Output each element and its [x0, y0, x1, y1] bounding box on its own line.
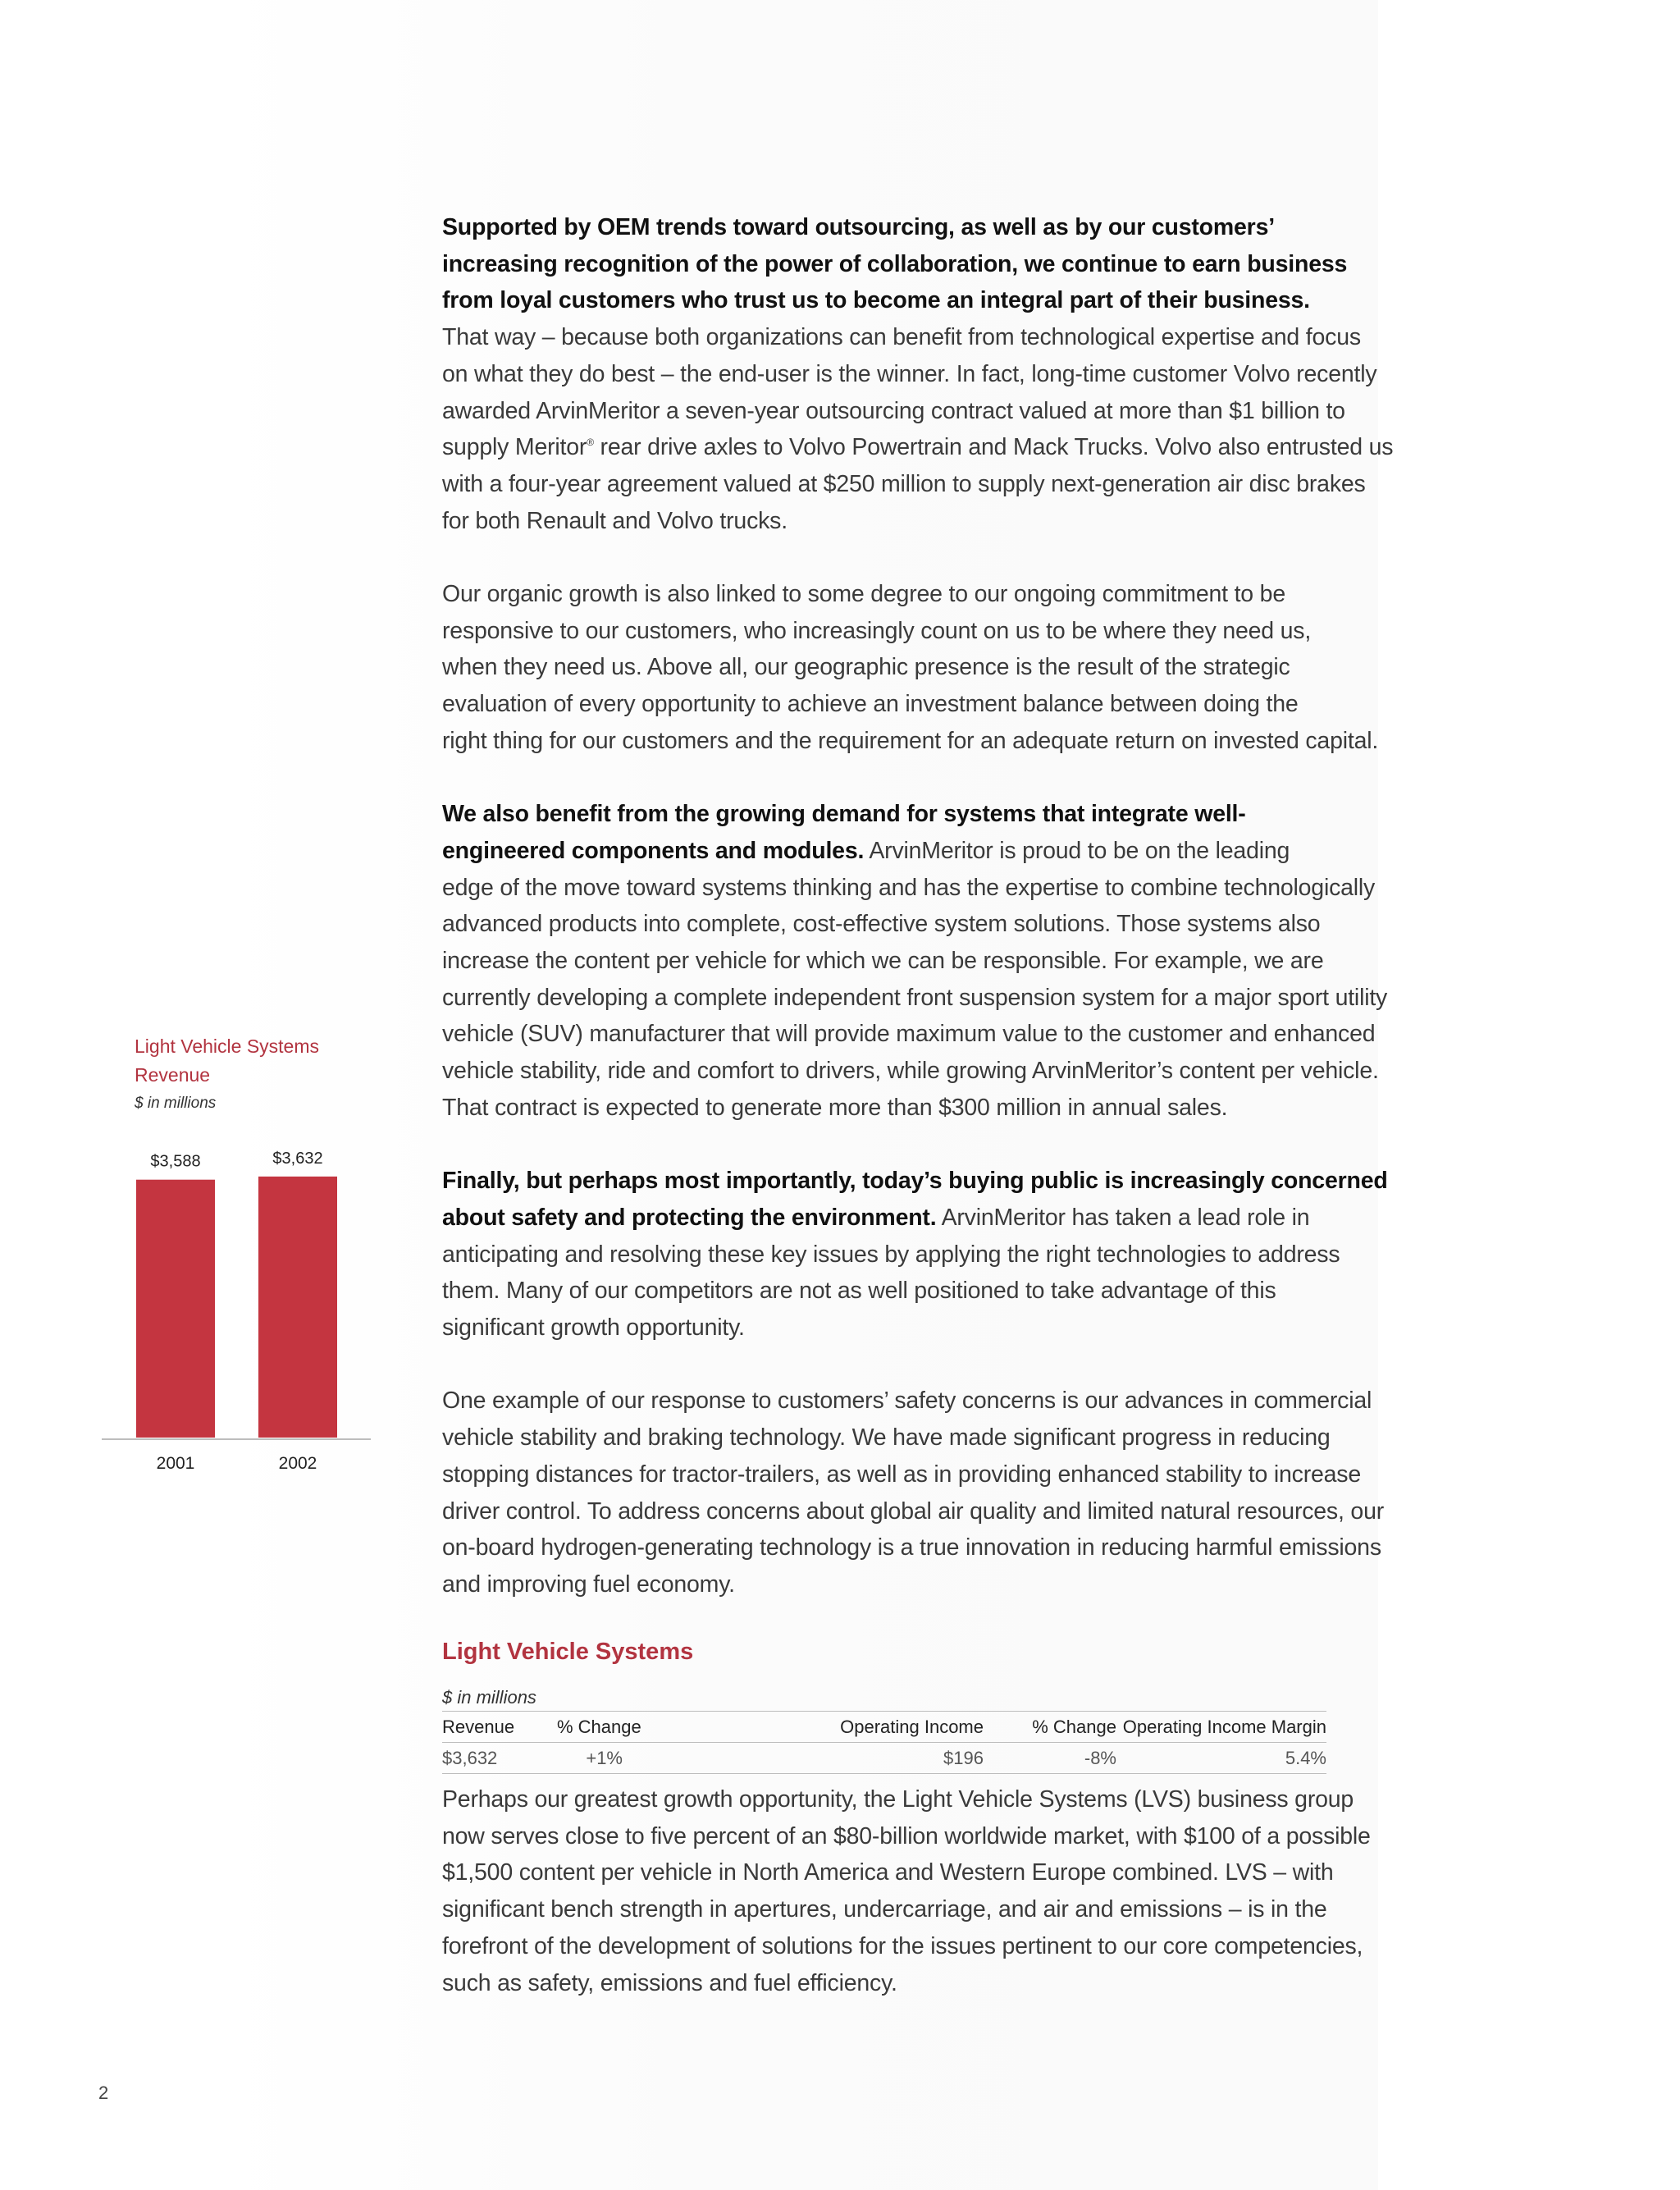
- text-line: $1,500 content per vehicle in North America and Western Europe combined. LVS – with: [442, 1859, 1334, 1886]
- chart-plot: [97, 1032, 392, 1492]
- chart-bar: [136, 1180, 215, 1438]
- table-header-row: [442, 1712, 1326, 1743]
- text-line: That contract is expected to generate more than $300 million in annual sales.: [442, 1094, 1228, 1121]
- text-line: driver control. To address concerns about global air quality and limited natural resources, our: [442, 1497, 1385, 1525]
- column-header-operating-margin: Operating Income Margin: [1122, 1716, 1326, 1737]
- paragraph-lvs-opportunity: [442, 1781, 1371, 2001]
- text-line: vehicle stability, ride and comfort to drivers, while growing ArvinMeritor’s content per vehicle.: [442, 1058, 1379, 1085]
- registered-mark: ®: [587, 437, 594, 449]
- text-line: right thing for our customers and the requirement for an adequate return on invested capital.: [442, 727, 1379, 754]
- paragraph-safety: [442, 1163, 1386, 1346]
- page-number: 2: [98, 2083, 109, 2103]
- lead-line: Finally, but perhaps most importantly, today’s buying public is increasingly concerned: [442, 1168, 1388, 1195]
- text-line: increase the content per vehicle for which we can be responsible. For example, we are: [442, 948, 1324, 975]
- chart-title-line-2: Revenue: [135, 1064, 211, 1086]
- text-line: That way – because both organizations can benefit from technological expertise and focus: [442, 324, 1361, 351]
- text-fragment: supply Meritor: [442, 434, 587, 461]
- text-line: when they need us. Above all, our geographic presence is the result of the strategic: [442, 654, 1290, 681]
- cell-revenue: $3,632: [442, 1747, 498, 1768]
- text-line: forefront of the development of solutions for the issues pertinent to our core competencies,: [442, 1932, 1363, 1959]
- paragraph-example: [442, 1383, 1386, 1602]
- text-line: them. Many of our competitors are not as well positioned to take advantage of this: [442, 1278, 1276, 1305]
- cell-operating-margin: 5.4%: [1285, 1747, 1326, 1768]
- lead-line: We also benefit from the growing demand for systems that integrate well-: [442, 801, 1246, 828]
- paragraph-outsourcing: [442, 209, 1394, 539]
- column-header-operating-income: Operating Income: [840, 1716, 984, 1737]
- text-line: vehicle stability and braking technology. We have made significant progress in reducing: [442, 1424, 1331, 1452]
- bar-value-label: $3,632: [272, 1149, 323, 1168]
- main-text: [442, 209, 1394, 1639]
- lead-fragment: about safety and protecting the environment.: [442, 1204, 937, 1231]
- text-line: significant bench strength in apertures, undercarriage, and air and emissions – is in the: [442, 1896, 1327, 1923]
- text-line: edge of the move toward systems thinking and has the expertise to combine technologically: [442, 874, 1376, 901]
- chart-unit-label: $ in millions: [135, 1095, 217, 1112]
- text-line: on what they do best – the end-user is the winner. In fact, long-time customer Volvo recently: [442, 360, 1377, 387]
- column-header-income-change: % Change: [1032, 1716, 1116, 1737]
- lead-line: Supported by OEM trends toward outsourcing, as well as by our customers’: [442, 214, 1275, 240]
- text-line: now serves close to five percent of an $80-billion worldwide market, with $100 of a possible: [442, 1822, 1371, 1849]
- table-unit-label: $ in millions: [442, 1687, 536, 1708]
- text-line: and improving fuel economy.: [442, 1570, 735, 1598]
- text-line: significant growth opportunity.: [442, 1314, 745, 1342]
- paragraph-systems: [442, 796, 1386, 1126]
- text-line: currently developing a complete independent front suspension system for a major sport utility: [442, 984, 1388, 1011]
- lead-line: from loyal customers who trust us to become an integral part of their business.: [442, 287, 1310, 314]
- text-line: awarded ArvinMeritor a seven-year outsourcing contract valued at more than $1 billion to: [442, 397, 1345, 424]
- financial-table: [442, 1711, 1326, 1774]
- chart-bar: [258, 1177, 337, 1438]
- text-line: Our organic growth is also linked to some degree to our ongoing commitment to be: [442, 581, 1285, 608]
- text-line: vehicle (SUV) manufacturer that will provide maximum value to the customer and enhanced: [442, 1021, 1376, 1048]
- paragraph-organic-growth: [442, 576, 1386, 760]
- text-line: [442, 833, 1386, 870]
- section-heading: Light Vehicle Systems: [442, 1639, 694, 1665]
- text-line: evaluation of every opportunity to achieve an investment balance between doing the: [442, 691, 1299, 718]
- text-line: [442, 1200, 1386, 1237]
- column-header-revenue-change: % Change: [557, 1716, 641, 1737]
- text-line: Perhaps our greatest growth opportunity, the Light Vehicle Systems (LVS) business group: [442, 1786, 1354, 1813]
- text-line: advanced products into complete, cost-effective system solutions. Those systems also: [442, 911, 1321, 938]
- chart-title-line-1: Light Vehicle Systems: [135, 1036, 320, 1057]
- cell-operating-income: $196: [943, 1747, 984, 1768]
- text-line: responsive to our customers, who increasingly count on us to be where they need us,: [442, 617, 1312, 644]
- lead-line: increasing recognition of the power of collaboration, we continue to earn business: [442, 250, 1348, 277]
- revenue-chart: [97, 1032, 392, 1492]
- cell-revenue-change: +1%: [586, 1747, 623, 1768]
- text-fragment: rear drive axles to Volvo Powertrain and Mack Trucks. Volvo also entrusted us: [593, 434, 1394, 461]
- text-line: with a four-year agreement valued at $250 million to supply next-generation air disc brakes: [442, 470, 1366, 497]
- text-fragment: ArvinMeritor has taken a lead role in: [936, 1204, 1310, 1231]
- text-line: One example of our response to customers’ safety concerns is our advances in commercial: [442, 1388, 1372, 1415]
- text-line: such as safety, emissions and fuel efficiency.: [442, 1969, 897, 1996]
- text-line: [442, 429, 1394, 466]
- bar-value-label: $3,588: [150, 1152, 201, 1171]
- table-row: [442, 1743, 1326, 1774]
- text-line: for both Renault and Volvo trucks.: [442, 507, 788, 534]
- cell-income-change: -8%: [1084, 1747, 1116, 1768]
- text-fragment: ArvinMeritor is proud to be on the leading: [864, 837, 1290, 864]
- x-tick-label: 2001: [156, 1454, 195, 1473]
- column-header-revenue: Revenue: [442, 1716, 515, 1737]
- text-line: on-board hydrogen-generating technology is a true innovation in reducing harmful emissions: [442, 1534, 1381, 1561]
- lead-fragment: engineered components and modules.: [442, 837, 865, 864]
- x-tick-label: 2002: [278, 1454, 317, 1473]
- text-line: stopping distances for tractor-trailers, as well as in providing enhanced stability to increase: [442, 1461, 1361, 1488]
- text-line: anticipating and resolving these key issues by applying the right technologies to address: [442, 1241, 1340, 1268]
